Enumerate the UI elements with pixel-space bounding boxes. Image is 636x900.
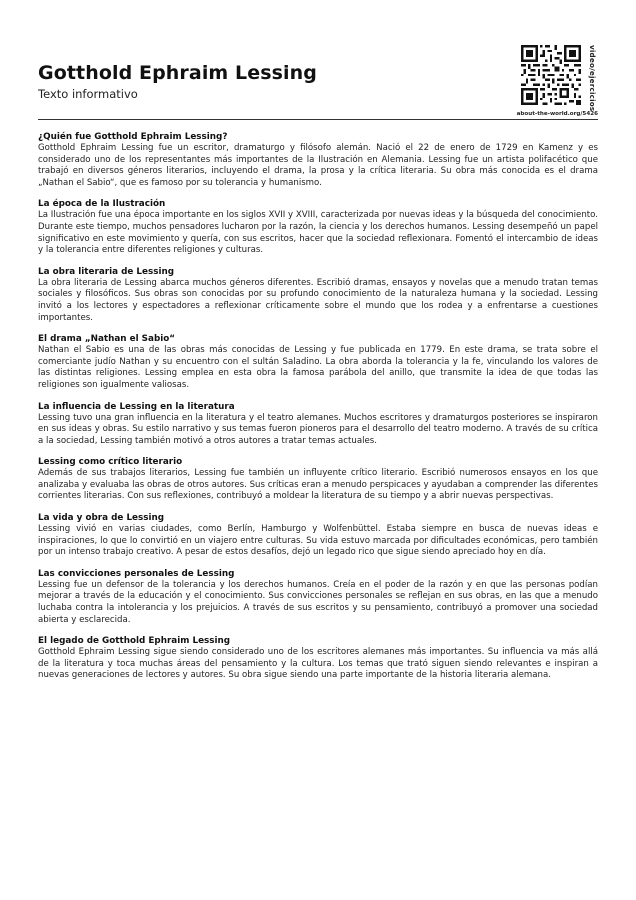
section-paragraph: Gotthold Ephraim Lessing sigue siendo considerado uno de los escritores alemanes más importantes. Su influencia va más allá de la literatura y toca muchas áreas del pensamiento y la cultura. Los temas que trató siguen siendo relevantes e inspiran a nuevas generaciones de lectores y autores. Su obra sigue siendo una parte importante de la historia literaria alemana. (38, 647, 598, 681)
section-obra-literaria (38, 266, 598, 324)
section-paragraph: La obra literaria de Lessing abarca muchos géneros diferentes. Escribió dramas, ensayos y novelas que a menudo tratan temas sociales y filosóficos. Sus obras son conocidas por su profundo conocimiento de la naturaleza humana y la sociedad. Lessing invitó a los lectores y espectadores a reflexionar críticamente sobre el mundo que los rodea y a enfrentarse a cuestiones importantes. (38, 277, 598, 323)
source-url[interactable]: about-the-world.org/5426 (516, 111, 598, 117)
section-heading: Las convicciones personales de Lessing (38, 568, 235, 579)
section-heading: Lessing como crítico literario (38, 457, 183, 468)
page-subtitle: Texto informativo (38, 87, 138, 101)
section-paragraph: Lessing tuvo una gran influencia en la literatura y el teatro alemanes. Muchos escritores y dramaturgos posteriores se inspiraron en sus ideas y obras. Su estilo narrativo y sus temas fueron pioneros para el desarrollo del teatro moderno. A través de su crítica a la sociedad, Lessing también motivó a otros autores a tratar temas actuales. (38, 412, 598, 446)
section-convicciones (38, 568, 598, 626)
section-heading: ¿Quién fue Gotthold Ephraim Lessing? (38, 132, 228, 142)
section-heading: La vida y obra de Lessing (38, 513, 165, 524)
section-paragraph: Lessing fue un defensor de la tolerancia y los derechos humanos. Creía en el poder de la razón y en que las personas podían mejorar a través de la educación y el conocimiento. Sus convicciones personales se reflejan en sus obras, en las que a menudo luchaba contra la intolerancia y los prejuicios. A través de sus escritos y su pensamiento, contribuyó a promover una sociedad abierta y esclarecida. (38, 579, 598, 625)
article-body (38, 131, 598, 691)
section-ilustracion (38, 198, 598, 256)
section-heading: La obra literaria de Lessing (38, 266, 175, 277)
section-legado (38, 635, 598, 682)
section-paragraph: La Ilustración fue una época importante en los siglos XVII y XVIII, caracterizada por nuevas ideas y la búsqueda del conocimiento. Durante este tiempo, muchos pensadores lucharon por la razón, la ciencia y los derechos humanos. Lessing desempeñó un papel significativo en este movimiento y quería, con sus escritos, hacer que la sociedad reflexionara. Fomentó el intercambio de ideas y la tolerancia entre diferentes religiones y culturas. (38, 210, 598, 256)
section-vida-obra (38, 512, 598, 559)
section-paragraph: Nathan el Sabio es una de las obras más conocidas de Lessing y fue publicada en 1779. En este drama, se trata sobre el comerciante judío Nathan y su encuentro con el sultán Saladino. La obra aborda la tolerancia y la fe, vinculando los valores de las distintas religiones. Lessing emplea en esta obra la famosa parábola del anillo, que transmite la idea de que todas las religiones son igualmente valiosas. (38, 345, 598, 390)
section-paragraph: Lessing vivió en varias ciudades, como Berlín, Hamburgo y Wolfenbüttel. Estaba siempre en busca de nuevas ideas e inspiraciones, lo que lo convirtió en un viajero entre culturas. Su vida estuvo marcada por dificultades económicas, pero también por un intenso trabajo creativo. A pesar de estos desafíos, dejó un legado rico que sigue siendo apreciado hoy en día. (38, 524, 598, 558)
page-title: Gotthold Ephraim Lessing (38, 62, 317, 84)
section-quien-fue (38, 131, 598, 189)
video-exercises-label: video/ejercicios (588, 45, 597, 112)
section-heading: La influencia de Lessing en la literatura (38, 401, 235, 412)
section-heading: El legado de Gotthold Ephraim Lessing (38, 636, 231, 647)
section-heading: La época de la Ilustración (38, 199, 166, 210)
section-critico (38, 456, 598, 503)
header-divider (38, 119, 598, 120)
section-paragraph: Gotthold Ephraim Lessing fue un escritor, dramaturgo y filósofo alemán. Nació el 22 de enero de 1729 en Kamenz y es considerado uno de los representantes más importantes de la Ilustración en Alemania. Lessing fue un artista polifacético que trabajó en diversos géneros literarios, incluyendo el drama, la prosa y la crítica literaria. Su obra más conocida es el drama „Nathan el Sabio“, que es famoso por su tolerancia y humanismo. (38, 143, 598, 188)
section-nathan (38, 333, 598, 391)
section-heading: El drama „Nathan el Sabio“ (38, 334, 176, 345)
section-influencia (38, 401, 598, 448)
qr-code-icon[interactable] (521, 45, 581, 105)
section-paragraph: Además de sus trabajos literarios, Lessing fue también un influyente crítico literario. Escribió numerosos ensayos en los que analizaba y evaluaba las obras de otros autores. Sus críticas eran a menudo perspicaces y ayudaban a comprender las diferentes corrientes literarias. Con sus reflexiones, contribuyó a moldear la literatura de su tiempo y a abrir nuevas perspectivas. (38, 468, 598, 502)
